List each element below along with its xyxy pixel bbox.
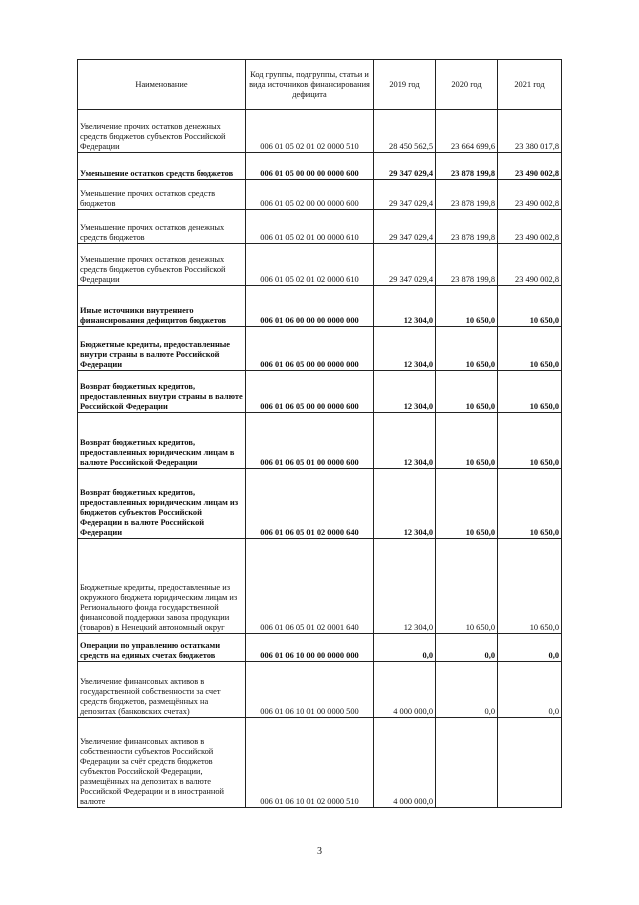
row-2020-cell: 0,0 — [436, 662, 498, 718]
table-row — [78, 327, 562, 371]
row-code-cell: 006 01 06 10 01 02 0000 510 — [246, 718, 374, 808]
row-name-cell: Иные источники внутреннего финансирования дефицитов бюджетов — [78, 286, 246, 327]
table-row — [78, 718, 562, 808]
row-2020-cell: 23 878 199,8 — [436, 153, 498, 180]
row-name-cell: Возврат бюджетных кредитов, предоставленных внутри страны в валюте Российской Федерации — [78, 371, 246, 413]
table-header-row — [78, 60, 562, 110]
row-2021-cell: 0,0 — [498, 662, 562, 718]
table-row — [78, 210, 562, 244]
table-row — [78, 413, 562, 469]
page-number: 3 — [317, 846, 322, 857]
table-row — [78, 662, 562, 718]
table-row — [78, 110, 562, 153]
row-2020-cell: 10 650,0 — [436, 413, 498, 469]
row-2021-cell — [498, 718, 562, 808]
row-2021-cell: 0,0 — [498, 634, 562, 662]
row-2019-cell: 12 304,0 — [374, 327, 436, 371]
header-name: Наименование — [78, 60, 246, 110]
row-code-cell: 006 01 06 05 00 00 0000 600 — [246, 371, 374, 413]
row-2021-cell: 10 650,0 — [498, 539, 562, 634]
row-2021-cell: 23 490 002,8 — [498, 153, 562, 180]
row-name-cell: Увеличение финансовых активов в собственности субъектов Российской Федерации за счёт средств бюджетов субъектов Российской Федерации, размещённых на депозитах в валюте Российской Федерации и в иностранной валюте — [78, 718, 246, 808]
row-code-cell: 006 01 05 02 01 00 0000 610 — [246, 210, 374, 244]
row-2020-cell: 0,0 — [436, 634, 498, 662]
row-2021-cell: 10 650,0 — [498, 413, 562, 469]
row-name-cell: Операции по управлению остатками средств на единых счетах бюджетов — [78, 634, 246, 662]
row-2020-cell: 10 650,0 — [436, 371, 498, 413]
row-2021-cell: 10 650,0 — [498, 371, 562, 413]
table-row — [78, 469, 562, 539]
row-2020-cell: 23 878 199,8 — [436, 210, 498, 244]
row-code-cell: 006 01 06 05 00 00 0000 000 — [246, 327, 374, 371]
row-2019-cell: 12 304,0 — [374, 539, 436, 634]
row-name-cell: Возврат бюджетных кредитов, предоставленных юридическим лицам из бюджетов субъектов Российской Федерации в валюте Российской Федерации — [78, 469, 246, 539]
row-2020-cell: 23 664 699,6 — [436, 110, 498, 153]
row-2021-cell: 23 490 002,8 — [498, 210, 562, 244]
row-code-cell: 006 01 05 02 01 02 0000 510 — [246, 110, 374, 153]
table-row — [78, 244, 562, 286]
table-row — [78, 634, 562, 662]
row-2019-cell: 29 347 029,4 — [374, 244, 436, 286]
row-code-cell: 006 01 05 00 00 00 0000 600 — [246, 153, 374, 180]
row-name-cell: Уменьшение остатков средств бюджетов — [78, 153, 246, 180]
row-2020-cell: 10 650,0 — [436, 469, 498, 539]
header-2021: 2021 год — [498, 60, 562, 110]
table-row — [78, 371, 562, 413]
row-2020-cell — [436, 718, 498, 808]
row-name-cell: Увеличение финансовых активов в государственной собственности за счет средств бюджетов, размещённых на депозитах (банковских счетах) — [78, 662, 246, 718]
row-2021-cell: 23 490 002,8 — [498, 244, 562, 286]
row-name-cell: Уменьшение прочих остатков денежных средств бюджетов — [78, 210, 246, 244]
row-name-cell: Уменьшение прочих остатков денежных средств бюджетов субъектов Российской Федерации — [78, 244, 246, 286]
row-2021-cell: 10 650,0 — [498, 469, 562, 539]
row-2021-cell: 10 650,0 — [498, 327, 562, 371]
row-2019-cell: 12 304,0 — [374, 286, 436, 327]
table-body — [78, 110, 562, 808]
row-2019-cell: 29 347 029,4 — [374, 180, 436, 210]
row-code-cell: 006 01 06 00 00 00 0000 000 — [246, 286, 374, 327]
row-2020-cell: 23 878 199,8 — [436, 180, 498, 210]
row-2020-cell: 10 650,0 — [436, 539, 498, 634]
row-2019-cell: 29 347 029,4 — [374, 210, 436, 244]
row-2019-cell: 4 000 000,0 — [374, 662, 436, 718]
header-2019: 2019 год — [374, 60, 436, 110]
row-name-cell: Уменьшение прочих остатков средств бюджетов — [78, 180, 246, 210]
row-name-cell: Бюджетные кредиты, предоставленные внутри страны в валюте Российской Федерации — [78, 327, 246, 371]
row-2019-cell: 0,0 — [374, 634, 436, 662]
row-2020-cell: 10 650,0 — [436, 327, 498, 371]
row-2019-cell: 28 450 562,5 — [374, 110, 436, 153]
row-name-cell: Бюджетные кредиты, предоставленные из окружного бюджета юридическим лицам из Регионального фонда государственной финансовой поддержки завоза продукции (товаров) в Ненецкий автономный округ — [78, 539, 246, 634]
row-code-cell: 006 01 06 10 00 00 0000 000 — [246, 634, 374, 662]
row-code-cell: 006 01 06 05 01 00 0000 600 — [246, 413, 374, 469]
row-code-cell: 006 01 05 02 01 02 0000 610 — [246, 244, 374, 286]
row-2019-cell: 29 347 029,4 — [374, 153, 436, 180]
row-2020-cell: 10 650,0 — [436, 286, 498, 327]
table-row — [78, 539, 562, 634]
table-row — [78, 153, 562, 180]
header-2020: 2020 год — [436, 60, 498, 110]
row-2021-cell: 23 380 017,8 — [498, 110, 562, 153]
table-row — [78, 180, 562, 210]
row-2021-cell: 10 650,0 — [498, 286, 562, 327]
row-code-cell: 006 01 05 02 00 00 0000 600 — [246, 180, 374, 210]
row-code-cell: 006 01 06 05 01 02 0000 640 — [246, 469, 374, 539]
row-2019-cell: 4 000 000,0 — [374, 718, 436, 808]
row-code-cell: 006 01 06 10 01 00 0000 500 — [246, 662, 374, 718]
row-code-cell: 006 01 06 05 01 02 0001 640 — [246, 539, 374, 634]
budget-sources-table — [77, 59, 562, 808]
row-2019-cell: 12 304,0 — [374, 413, 436, 469]
row-name-cell: Увеличение прочих остатков денежных средств бюджетов субъектов Российской Федерации — [78, 110, 246, 153]
row-name-cell: Возврат бюджетных кредитов, предоставленных юридическим лицам в валюте Российской Федерации — [78, 413, 246, 469]
row-2019-cell: 12 304,0 — [374, 371, 436, 413]
table-row — [78, 286, 562, 327]
row-2021-cell: 23 490 002,8 — [498, 180, 562, 210]
row-2019-cell: 12 304,0 — [374, 469, 436, 539]
header-code: Код группы, подгруппы, статьи и вида источников финансирования дефицита — [246, 60, 374, 110]
row-2020-cell: 23 878 199,8 — [436, 244, 498, 286]
